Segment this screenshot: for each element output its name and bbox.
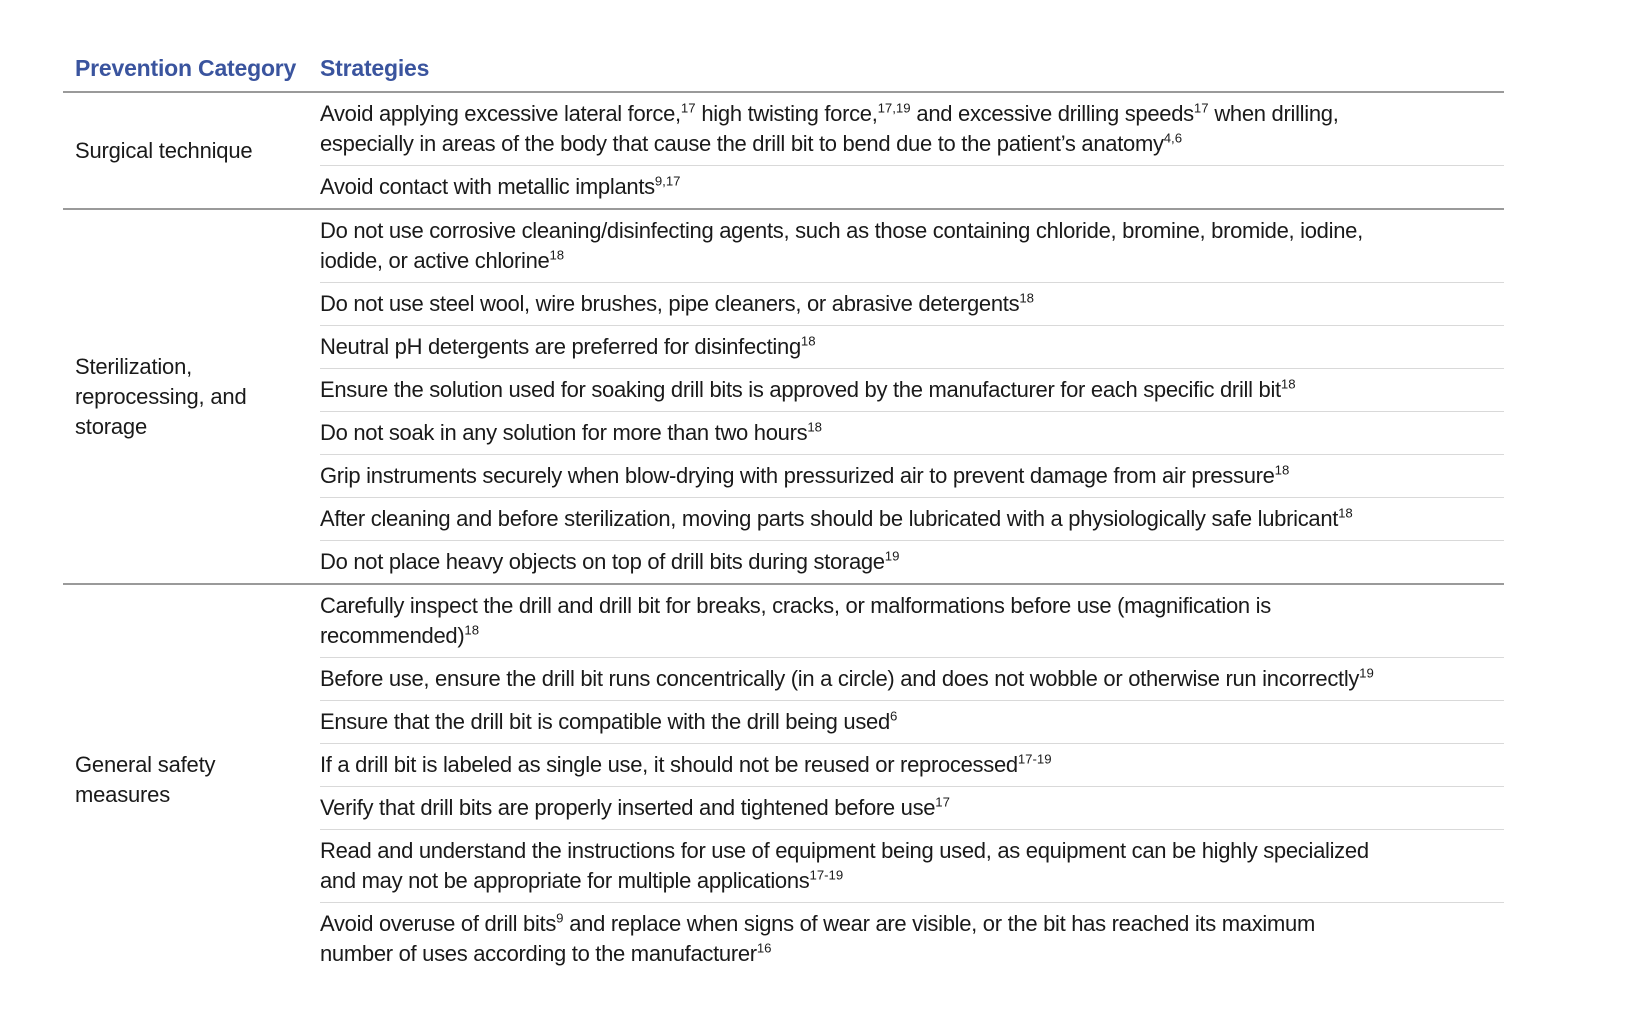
strategy-row: Do not use corrosive cleaning/disinfecting agents, such as those containing chloride, bromine, bromide, iodine, iodide, or active chlorine$^{18}$ bbox=[320, 218, 1363, 273]
strategies-cell bbox=[320, 93, 1504, 208]
strategy-row: Verify that drill bits are properly inserted and tightened before use$^{17}$ bbox=[320, 786, 1504, 829]
strategy-row: Avoid overuse of drill bits$^9$ and replace when signs of wear are visible, or the bit has reached its maximum number of uses according to the manufacturer$^{16}$ bbox=[320, 902, 1504, 975]
table-section bbox=[63, 585, 1504, 975]
strategy-row: Neutral pH detergents are preferred for disinfecting$^{18}$ bbox=[320, 325, 1504, 368]
category-cell bbox=[63, 93, 320, 208]
strategy-row: Do not soak in any solution for more than two hours$^{18}$ bbox=[320, 411, 1504, 454]
strategy-row: Do not use steel wool, wire brushes, pipe cleaners, or abrasive detergents$^{18}$ bbox=[320, 282, 1504, 325]
category-cell bbox=[63, 210, 320, 583]
strategy-row: Ensure that the drill bit is compatible with the drill being used$^6$ bbox=[320, 700, 1504, 743]
strategy-row: Do not place heavy objects on top of drill bits during storage$^{19}$ bbox=[320, 540, 1504, 583]
table-section bbox=[63, 210, 1504, 585]
table-section bbox=[63, 93, 1504, 210]
table-header-row bbox=[63, 55, 1504, 93]
category-label: General safety measures bbox=[75, 752, 216, 807]
strategy-row: Grip instruments securely when blow-drying with pressurized air to prevent damage from air pressure$^{18}$ bbox=[320, 454, 1504, 497]
strategy-row: If a drill bit is labeled as single use, it should not be reused or reprocessed$^{17-19}$ bbox=[320, 743, 1504, 786]
strategy-row: Before use, ensure the drill bit runs concentrically (in a circle) and does not wobble or otherwise run incorrectly$^{19}$ bbox=[320, 657, 1504, 700]
strategy-row: Avoid applying excessive lateral force,$^{17}$ high twisting force,$^{17,19}$ and excessive drilling speeds$^{17}$ when drilling, especially in areas of the body that cause the drill bit to bend due to the patient’s anatomy$^{4,6}$ bbox=[320, 100, 1339, 156]
strategy-row: Avoid contact with metallic implants$^{9,17}$ bbox=[320, 165, 1504, 208]
strategies-cell bbox=[320, 585, 1504, 975]
strategy-row: Carefully inspect the drill and drill bit for breaks, cracks, or malformations before use (magnification is recommended)$^{18}$ bbox=[320, 593, 1271, 648]
category-label: Sterilization, reprocessing, and storage bbox=[75, 353, 247, 439]
table-body bbox=[63, 93, 1504, 975]
column-header-prevention-category: Prevention Category bbox=[75, 55, 297, 81]
strategy-row: After cleaning and before sterilization, moving parts should be lubricated with a physiologically safe lubricant$^{18}$ bbox=[320, 497, 1504, 540]
column-header-strategies: Strategies bbox=[320, 55, 430, 81]
category-cell bbox=[63, 585, 320, 975]
strategy-row: Ensure the solution used for soaking drill bits is approved by the manufacturer for each specific drill bit$^{18}$ bbox=[320, 368, 1504, 411]
prevention-strategies-table bbox=[63, 55, 1504, 975]
strategies-cell bbox=[320, 210, 1504, 583]
strategy-row: Read and understand the instructions for use of equipment being used, as equipment can be highly specialized and may not be appropriate for multiple applications$^{17-19}$ bbox=[320, 829, 1504, 902]
category-label: Surgical technique bbox=[75, 137, 253, 163]
